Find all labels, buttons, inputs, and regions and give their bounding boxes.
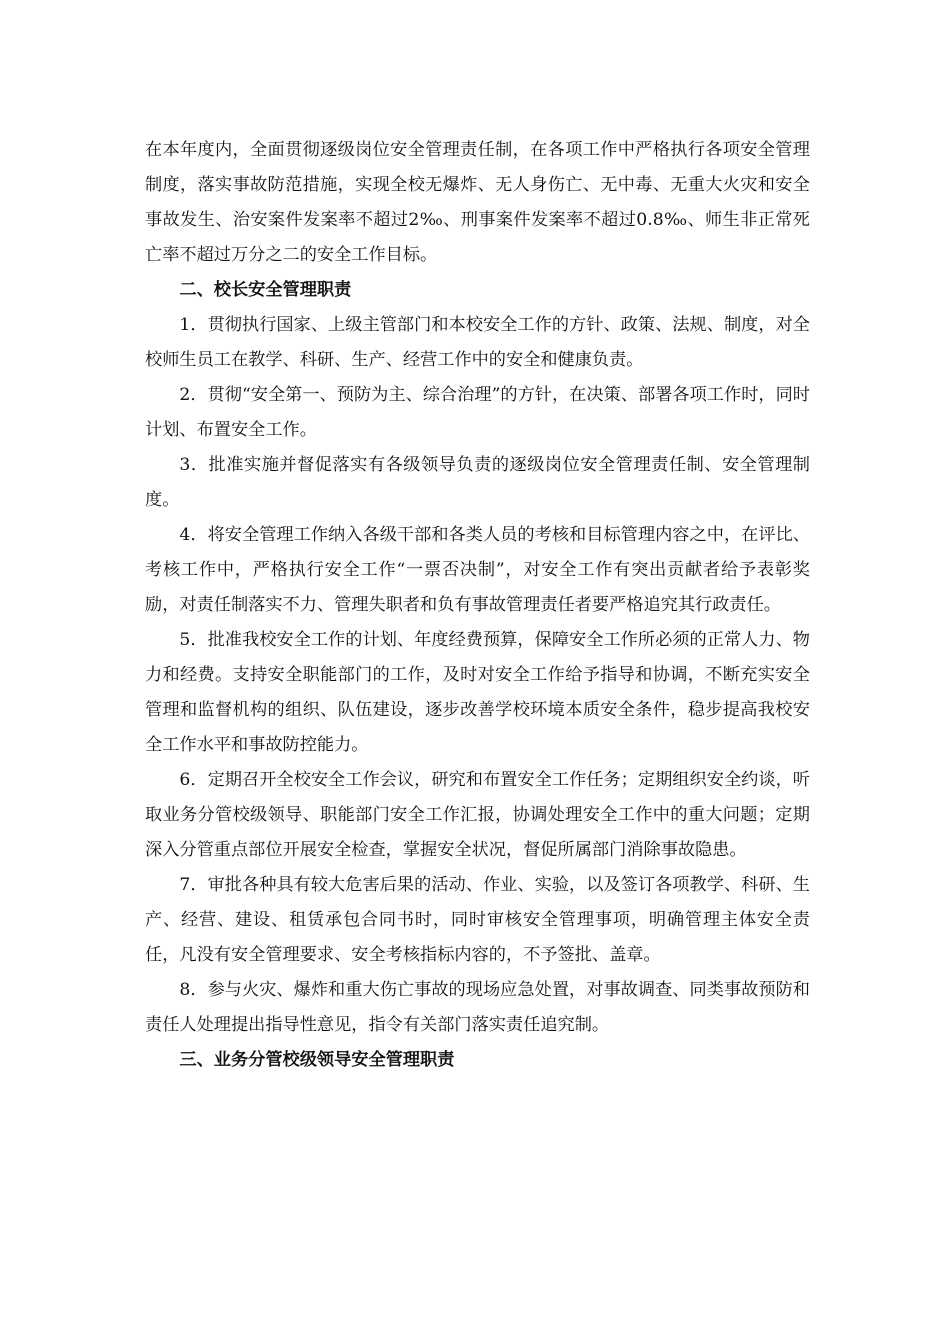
list-item: 7．审批各种具有较大危害后果的活动、作业、实验，以及签订各项教学、科研、生产、经营、建设、租赁承包合同书时，同时审核安全管理事项，明确管理主体安全责任，凡没有安全管理要求、安全考核指标内容的，不予签批、盖章。 <box>145 875 810 965</box>
list-item: 1．贯彻执行国家、上级主管部门和本校安全工作的方针、政策、法规、制度，对全校师生员工在教学、科研、生产、经营工作中的安全和健康负责。 <box>145 315 810 370</box>
list-item: 8．参与火灾、爆炸和重大伤亡事故的现场应急处置，对事故调查、同类事故预防和责任人处理提出指导性意见，指令有关部门落实责任追究制。 <box>145 980 810 1035</box>
list-item: 6．定期召开全校安全工作会议，研究和布置安全工作任务；定期组织安全约谈，听取业务分管校级领导、职能部门安全工作汇报，协调处理安全工作中的重大问题；定期深入分管重点部位开展安全检查，掌握安全状况，督促所属部门消除事故隐患。 <box>145 770 810 860</box>
document-page <box>145 133 810 1078</box>
section-heading-principal-duties: 二、校长安全管理职责 <box>179 280 352 300</box>
list-item: 3．批准实施并督促落实有各级领导负责的逐级岗位安全管理责任制、安全管理制度。 <box>145 455 810 510</box>
list-item: 5．批准我校安全工作的计划、年度经费预算，保障安全工作所必须的正常人力、物力和经费。支持安全职能部门的工作，及时对安全工作给予指导和协调，不断充实安全管理和监督机构的组织、队伍建设，逐步改善学校环境本质安全条件，稳步提高我校安全工作水平和事故防控能力。 <box>145 630 810 755</box>
list-item: 2．贯彻“安全第一、预防为主、综合治理”的方针，在决策、部署各项工作时，同时计划、布置安全工作。 <box>145 385 810 440</box>
section-heading-leader-duties: 三、业务分管校级领导安全管理职责 <box>179 1050 455 1070</box>
intro-paragraph: 在本年度内，全面贯彻逐级岗位安全管理责任制，在各项工作中严格执行各项安全管理制度，落实事故防范措施，实现全校无爆炸、无人身伤亡、无中毒、无重大火灾和安全事故发生、治安案件发案率不超过2‰、刑事案件发案率不超过0.8‰、师生非正常死亡率不超过万分之二的安全工作目标。 <box>145 140 810 265</box>
list-item: 4．将安全管理工作纳入各级干部和各类人员的考核和目标管理内容之中，在评比、考核工作中，严格执行安全工作“一票否决制”，对安全工作有突出贡献者给予表彰奖励，对责任制落实不力、管理失职者和负有事故管理责任者要严格追究其行政责任。 <box>145 525 810 615</box>
